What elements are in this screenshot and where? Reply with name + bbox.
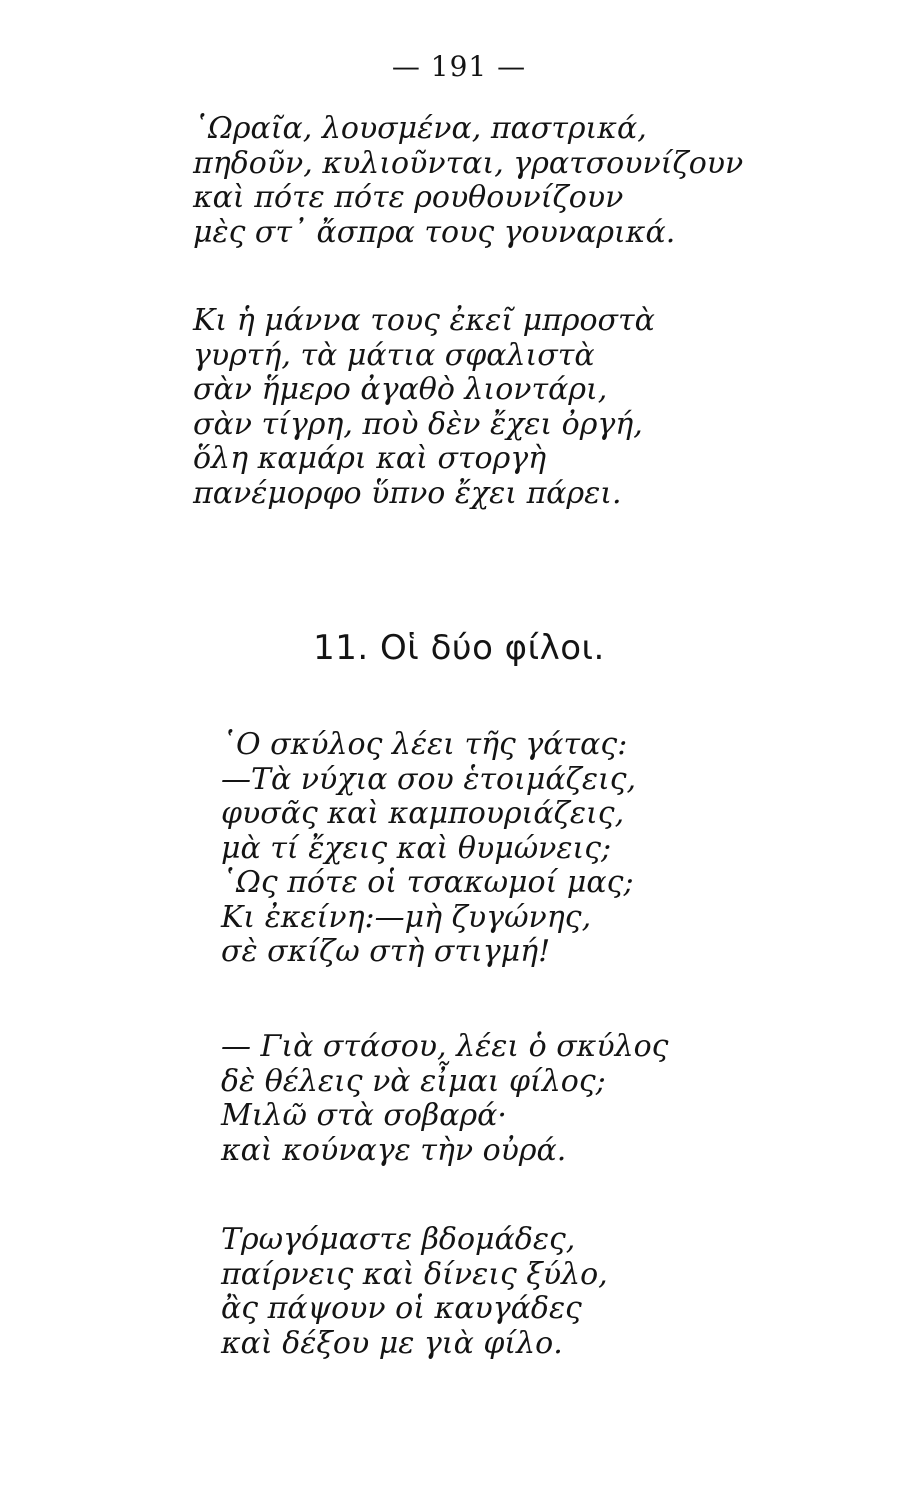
poem-title: 11. Οἱ δύο φίλοι. bbox=[313, 628, 605, 668]
verse-line: καὶ κούναγε τὴν οὐρά. bbox=[221, 1132, 567, 1168]
verse-line: σὰν τίγρη, ποὺ δὲν ἔχει ὀργή, bbox=[193, 406, 643, 442]
stanza-5 bbox=[221, 1223, 608, 1361]
verse-line: ῾Ωραῖα, λουσμένα, παστρικά, bbox=[193, 111, 647, 146]
stanza-1 bbox=[193, 112, 743, 250]
verse-line: μὰ τί ἔχεις καὶ θυμώνεις; bbox=[221, 830, 612, 866]
stanza-2 bbox=[193, 304, 655, 511]
verse-line: καὶ πότε πότε ρουθουνίζουν bbox=[193, 180, 624, 215]
verse-line: φυσᾶς καὶ καμπουριάζεις, bbox=[221, 796, 625, 831]
verse-line: — Γιὰ στάσου, λέει ὁ σκύλος bbox=[221, 1029, 669, 1064]
verse-line: ὅλη καμάρι καὶ στοργὴ bbox=[193, 441, 547, 476]
verse-line: πανέμορφο ὕπνο ἔχει πάρει. bbox=[193, 475, 622, 511]
verse-line: σὰν ἥμερο ἀγαθὸ λιοντάρι, bbox=[193, 372, 608, 407]
verse-line: πηδοῦν, κυλιοῦνται, γρατσουνίζουν bbox=[193, 145, 744, 181]
verse-line: Κι ἐκείνη:—μὴ ζυγώνης, bbox=[221, 899, 592, 935]
verse-line: καὶ δέξου με γιὰ φίλο. bbox=[221, 1325, 563, 1361]
verse-line: Μιλῶ στὰ σοβαρά· bbox=[221, 1098, 507, 1133]
verse-line: ῾Ο σκύλος λέει τῆς γάτας: bbox=[221, 727, 628, 762]
page-number: — 191 — bbox=[391, 50, 527, 83]
verse-line: Κι ἡ μάννα τους ἐκεῖ μπροστὰ bbox=[193, 303, 655, 338]
verse-line: παίρνεις καὶ δίνεις ξύλο, bbox=[221, 1256, 608, 1292]
stanza-4 bbox=[221, 1030, 668, 1168]
stanza-3 bbox=[221, 728, 636, 970]
verse-line: —Τὰ νύχια σου ἑτοιμάζεις, bbox=[221, 761, 637, 797]
verse-line: δὲ θέλεις νὰ εἶμαι φίλος; bbox=[221, 1063, 606, 1099]
verse-line: μὲς στ᾽ ἄσπρα τους γουναρικά. bbox=[193, 214, 676, 250]
verse-line: γυρτή, τὰ μάτια σφαλιστὰ bbox=[193, 337, 595, 373]
verse-line: Τρωγόμαστε βδομάδες, bbox=[221, 1222, 576, 1257]
verse-line: σὲ σκίζω στὴ στιγμή! bbox=[221, 934, 551, 969]
verse-line: ῾Ως πότε οἱ τσακωμοί μας; bbox=[221, 865, 634, 900]
verse-line: ἂς πάψουν οἱ καυγάδες bbox=[221, 1291, 582, 1326]
